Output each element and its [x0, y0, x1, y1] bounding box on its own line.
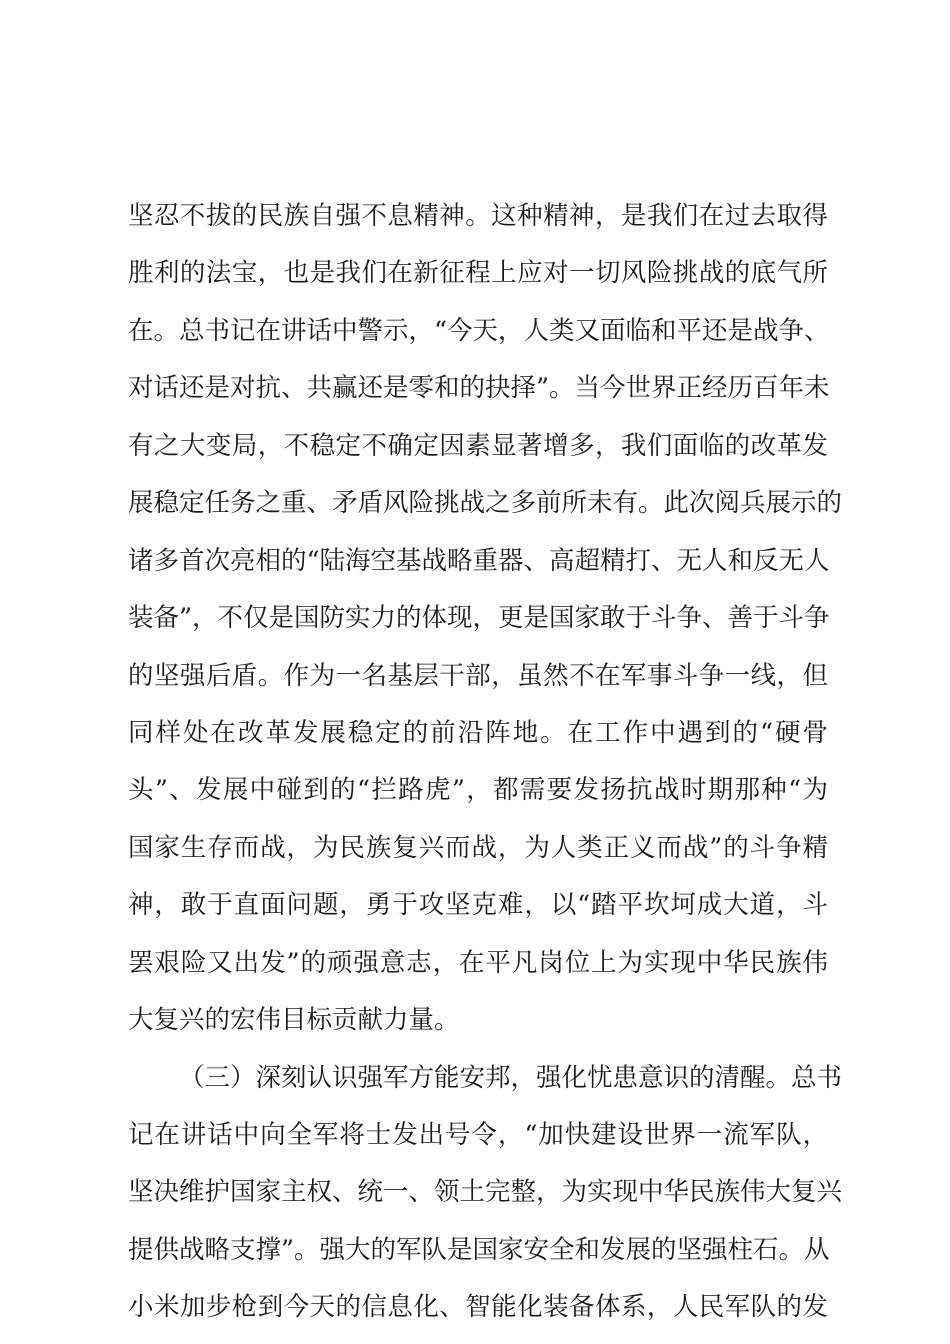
text-line: 小米加步枪到今天的信息化、智能化装备体系，人民军队的发	[128, 1292, 828, 1323]
text-line: 坚忍不拔的民族自强不息精神。这种精神，是我们在过去取得	[128, 201, 828, 231]
text-line: 坚决维护国家主权、统一、领土完整，为实现中华民族伟大复兴	[128, 1177, 843, 1208]
text-line: 的坚强后盾。作为一名基层干部，虽然不在军事斗争一线，但	[128, 660, 828, 691]
text-line: 大复兴的宏伟目标贡献力量。	[128, 1005, 460, 1036]
text-line: 国家生存而战，为民族复兴而战，为人类正义而战”的斗争精	[128, 832, 828, 863]
text-line: 记在讲话中向全军将士发出号令，“加快建设世界一流军队，	[128, 1120, 828, 1150]
text-line: 同样处在改革发展稳定的前沿阵地。在工作中遇到的“硬骨	[128, 717, 828, 748]
text-line: 诸多首次亮相的“陆海空基战略重器、高超精打、无人和反无人	[128, 545, 830, 576]
text-line: 罢艰险又出发”的顽强意志，在平凡岗位上为实现中华民族伟	[128, 947, 828, 978]
text-line: 头”、发展中碰到的“拦路虎”，都需要发扬抗战时期那种“为	[128, 775, 828, 806]
text-line: 神，敢于直面问题，勇于攻坚克难，以“踏平坎坷成大道，斗	[128, 890, 828, 921]
text-line: 装备”，不仅是国防实力的体现，更是国家敢于斗争、善于斗争	[128, 603, 830, 634]
text-line: 有之大变局，不稳定不确定因素显著增多，我们面临的改革发	[128, 430, 828, 461]
section-heading-line: （三）深刻认识强军方能安邦，强化忧患意识的清醒。总书	[179, 1062, 843, 1093]
text-line: 提供战略支撑”。强大的军队是国家安全和发展的坚强柱石。从	[128, 1234, 830, 1265]
body-text	[128, 188, 843, 1337]
text-line: 胜利的法宝，也是我们在新征程上应对一切风险挑战的底气所	[128, 258, 828, 289]
text-line: 展稳定任务之重、矛盾风险挑战之多前所未有。此次阅兵展示的	[128, 488, 843, 519]
text-line: 对话还是对抗、共赢还是零和的抉择”。当今世界正经历百年未	[128, 373, 830, 404]
text-line: 在。总书记在讲话中警示，“今天，人类又面临和平还是战争、	[128, 315, 830, 346]
